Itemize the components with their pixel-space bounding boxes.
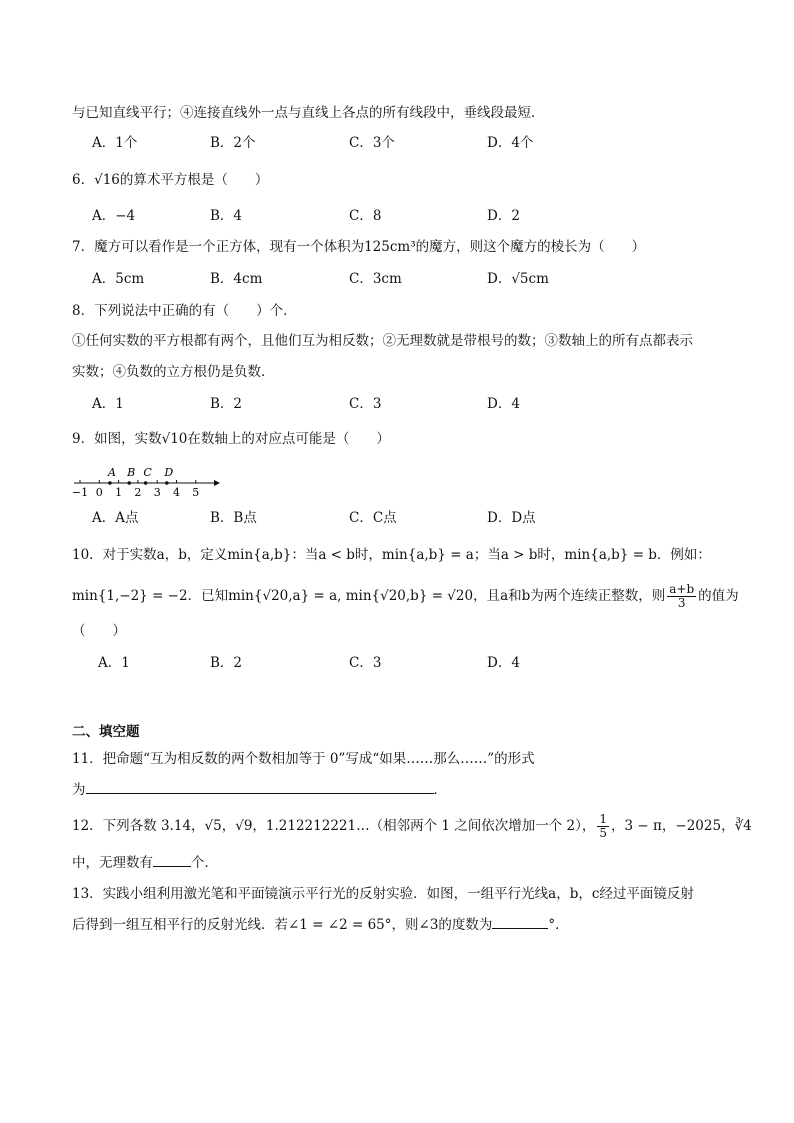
q6-option-b[interactable]: B．4 — [210, 208, 243, 224]
q9-option-a[interactable]: A．A点 — [92, 510, 139, 526]
q12-answer-line — [72, 852, 218, 873]
number-line-point-label: D — [164, 466, 174, 479]
q12-answer-suffix: 个． — [191, 855, 218, 871]
q8-option-c[interactable]: C．3 — [349, 396, 382, 412]
q7-option-b[interactable]: B．4cm — [210, 271, 263, 287]
q13-answer-blank[interactable] — [492, 914, 548, 929]
number-line-tick-label: 0 — [95, 486, 103, 499]
number-line-tick-label: −1 — [71, 486, 89, 499]
q10-fraction-numerator: a+b — [669, 582, 695, 596]
q9-option-d[interactable]: D．D点 — [487, 510, 536, 526]
q13-answer-line — [72, 914, 569, 935]
q10-fraction-denominator: 3 — [677, 596, 686, 610]
q7-stem: 7．魔方可以看作是一个正方体，现有一个体积为125cm³的魔方，则这个魔方的棱长为（ ） — [72, 239, 646, 255]
q10-fraction — [667, 583, 696, 610]
number-line-tick-label: 1 — [115, 486, 123, 499]
q10-option-b[interactable]: B．2 — [210, 655, 243, 671]
q6-stem: 6．√16的算术平方根是（ ） — [72, 172, 269, 188]
q12-fraction-numerator: 1 — [599, 812, 608, 826]
q5-option-c[interactable]: C．3个 — [349, 135, 395, 151]
q12-stem — [72, 810, 752, 842]
q12-answer-prefix: 中，无理数有 — [72, 855, 153, 871]
number-line-point-label: A — [107, 466, 116, 479]
q11-answer-suffix: ． — [433, 782, 447, 798]
q5-options — [92, 133, 732, 153]
number-line-point-label: C — [143, 466, 152, 479]
number-line-point — [165, 481, 169, 485]
q5-option-d[interactable]: D．4个 — [487, 135, 534, 151]
number-line-tick-label: 4 — [173, 486, 180, 499]
number-line-point-label: B — [127, 466, 136, 479]
number-line-point — [108, 481, 112, 485]
number-line-figure — [70, 463, 220, 501]
q6-option-d[interactable]: D．2 — [487, 208, 520, 224]
q10-option-d[interactable]: D．4 — [487, 655, 520, 671]
q7-option-c[interactable]: C．3cm — [349, 271, 402, 287]
q13-stem: 13．实践小组利用激光笔和平面镜演示平行光的反射实验．如图，一组平行光线a，b，c经过平面镜反射 — [72, 886, 694, 902]
q5-statement-tail: 与已知直线平行；④连接直线外一点与直线上各点的所有线段中，垂线段最短． — [72, 105, 545, 121]
q12-fraction-denominator: 5 — [599, 826, 608, 840]
q8-option-d[interactable]: D．4 — [487, 396, 520, 412]
q8-option-b[interactable]: B．2 — [210, 396, 243, 412]
q9-stem: 9．如图，实数√10在数轴上的对应点可能是（ ） — [72, 431, 390, 447]
q8-statements-line2: 实数；④负数的立方根仍是负数． — [72, 364, 275, 380]
q12-fraction — [597, 813, 609, 840]
q11-answer-line — [72, 779, 447, 800]
q8-statements-line1: ①任何实数的平方根都有两个，且他们互为相反数；②无理数就是带根号的数；③数轴上的所有点都表示 — [72, 333, 693, 349]
q6-option-c[interactable]: C．8 — [349, 208, 382, 224]
q9-options — [92, 508, 732, 528]
q9-option-c[interactable]: C．C点 — [349, 510, 397, 526]
q5-option-a[interactable]: A．1个 — [92, 135, 138, 151]
q10-option-a[interactable]: A．1 — [98, 655, 130, 671]
number-line-point — [144, 481, 148, 485]
number-line-arrow-icon — [214, 480, 220, 486]
number-line-point — [127, 481, 131, 485]
q12-answer-blank[interactable] — [153, 852, 191, 867]
q10-condition-text: min{1,−2} = −2．已知min{√20,a} = a, min{√20,b} = √20，且a和b为两个连续正整数，则 — [72, 588, 666, 604]
q10-definition: 10．对于实数a，b，定义min{a,b}：当a < b时，min{a,b} = a；当a > b时，min{a,b} = b．例如： — [72, 547, 711, 563]
q6-options — [92, 206, 732, 226]
q9-option-b[interactable]: B．B点 — [210, 510, 257, 526]
number-line-tick-label: 5 — [192, 486, 200, 499]
q7-options — [92, 269, 732, 289]
q8-option-a[interactable]: A．1 — [92, 396, 124, 412]
q10-condition-tail: 的值为 — [698, 588, 739, 604]
q12-stem-tail: ，3 − π，−2025，∛4 — [611, 818, 752, 834]
q7-option-d[interactable]: D．√5cm — [487, 271, 549, 287]
q11-stem: 11．把命题“互为相反数的两个数相加等于 0”写成“如果……那么……”的形式 — [72, 751, 535, 767]
number-line-tick-label: 3 — [153, 486, 161, 499]
q11-answer-prefix: 为 — [72, 782, 86, 798]
q6-option-a[interactable]: A．−4 — [92, 208, 136, 224]
number-line-tick-label: 2 — [134, 486, 142, 499]
q10-condition — [72, 580, 739, 612]
q8-options — [92, 394, 732, 414]
q7-option-a[interactable]: A．5cm — [92, 271, 145, 287]
q13-answer-prefix: 后得到一组互相平行的反射光线．若∠1 = ∠2 = 65°，则∠3的度数为 — [72, 917, 493, 933]
section-fill-in-blank-title: 二、填空题 — [72, 724, 140, 740]
q8-stem: 8．下列说法中正确的有（ ）个． — [72, 303, 297, 319]
q5-option-b[interactable]: B．2个 — [210, 135, 256, 151]
q13-answer-suffix: °． — [548, 917, 569, 933]
q12-stem-text: 12．下列各数 3.14，√5，√9，1.212212221…（相邻两个 1 之间依次增加一个 2）， — [72, 818, 596, 834]
q10-answer-paren: （ ） — [72, 623, 126, 639]
q10-options — [92, 653, 732, 673]
q10-option-c[interactable]: C．3 — [349, 655, 382, 671]
q11-answer-blank[interactable] — [86, 779, 434, 794]
